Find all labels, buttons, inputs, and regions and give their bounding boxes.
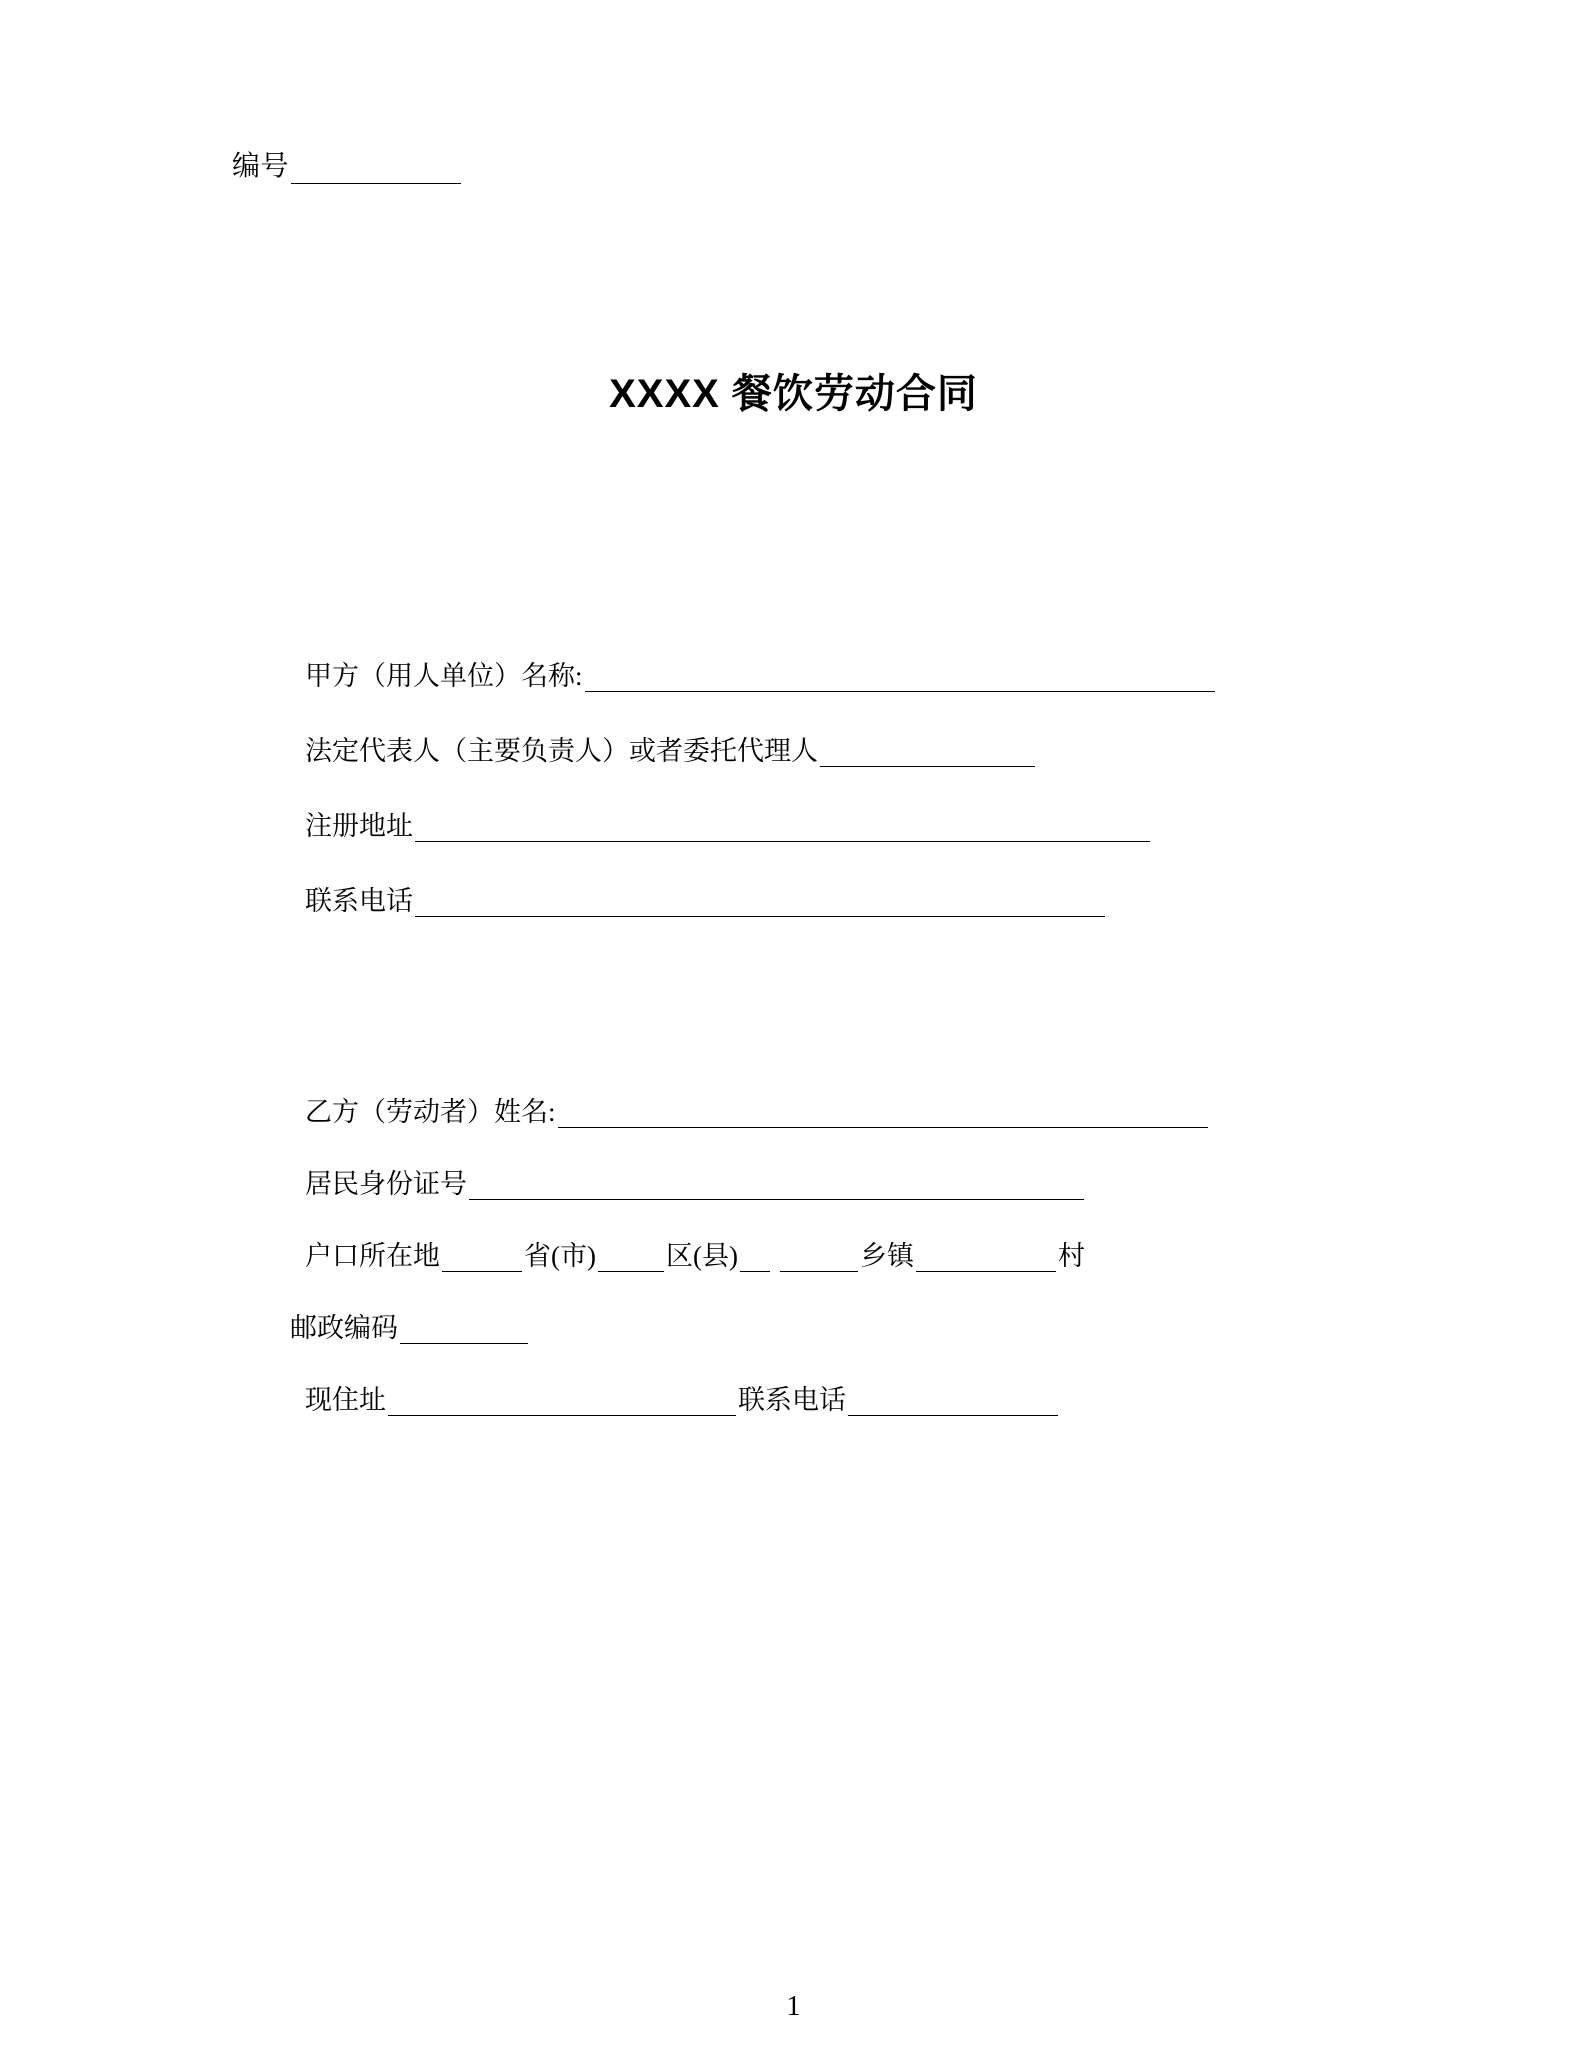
page-number: 1 <box>786 1991 801 2022</box>
party-b-hukou-label: 户口所在地 <box>305 1241 440 1271</box>
party-a-representative-label: 法定代表人（主要负责人）或者委托代理人 <box>305 736 818 766</box>
party-b-hukou-district-unit: 区(县) <box>665 1241 738 1271</box>
party-b-hukou-gap-field[interactable] <box>740 1243 770 1272</box>
party-a-representative-line <box>305 735 1037 767</box>
party-b-name-line <box>305 1096 1210 1128</box>
party-b-name-label: 乙方（劳动者）姓名: <box>305 1097 556 1127</box>
party-b-hukou-village-unit: 村 <box>1057 1241 1085 1271</box>
party-b-hukou-village-field[interactable] <box>916 1243 1056 1272</box>
party-b-postcode-label: 邮政编码 <box>290 1313 398 1343</box>
party-b-phone-label: 联系电话 <box>738 1385 846 1415</box>
party-b-hukou-district-field[interactable] <box>598 1243 664 1272</box>
party-a-address-label: 注册地址 <box>305 811 413 841</box>
serial-number-label: 编号 <box>232 151 290 182</box>
party-b-current-address-field[interactable] <box>388 1387 736 1416</box>
party-b-current-address-line <box>305 1384 1060 1416</box>
party-b-hukou-province-field[interactable] <box>442 1243 522 1272</box>
party-b-postcode-line <box>290 1312 530 1344</box>
document-title: XXXX 餐饮劳动合同 <box>609 372 978 416</box>
party-a-address-line <box>305 810 1152 842</box>
party-b-hukou-line <box>305 1240 1085 1272</box>
party-b-id-field[interactable] <box>469 1171 1084 1200</box>
party-b-name-field[interactable] <box>558 1099 1208 1128</box>
serial-number-line <box>232 150 463 184</box>
party-b-postcode-field[interactable] <box>400 1315 528 1344</box>
party-a-name-line <box>305 660 1217 692</box>
serial-number-field[interactable] <box>291 153 461 183</box>
party-a-name-label: 甲方（用人单位）名称: <box>305 661 583 691</box>
party-b-current-address-label: 现住址 <box>305 1385 386 1415</box>
party-b-id-line <box>305 1168 1086 1200</box>
party-a-phone-line <box>305 885 1107 917</box>
party-b-hukou-town-unit: 乡镇 <box>859 1241 914 1271</box>
party-a-phone-field[interactable] <box>415 888 1105 917</box>
party-b-hukou-province-unit: 省(市) <box>524 1241 596 1271</box>
party-b-hukou-town-field[interactable] <box>780 1243 858 1272</box>
party-b-phone-field[interactable] <box>848 1387 1058 1416</box>
party-a-address-field[interactable] <box>415 813 1150 842</box>
party-a-name-field[interactable] <box>585 663 1215 692</box>
party-b-id-label: 居民身份证号 <box>305 1169 467 1199</box>
party-a-phone-label: 联系电话 <box>305 886 413 916</box>
party-a-representative-field[interactable] <box>820 738 1035 767</box>
